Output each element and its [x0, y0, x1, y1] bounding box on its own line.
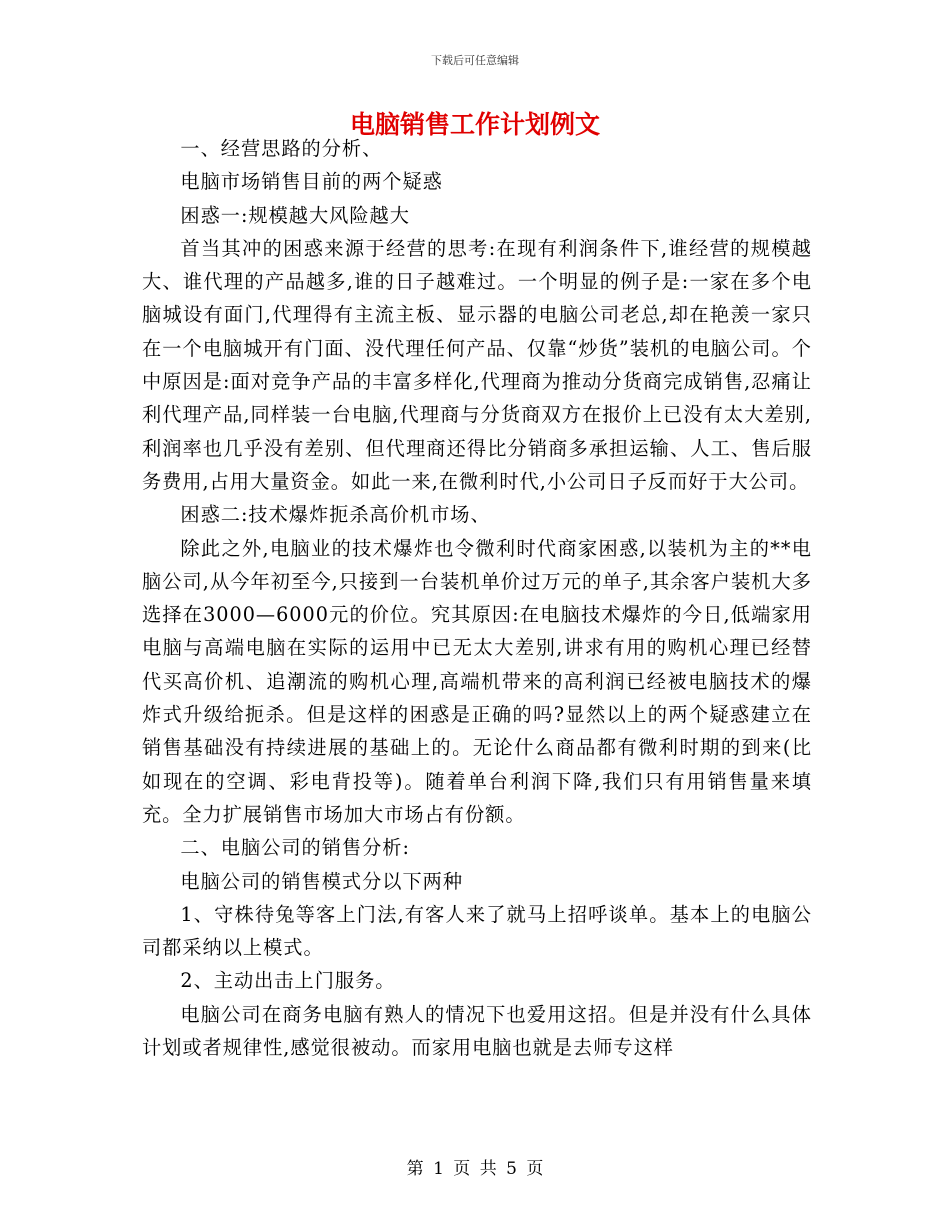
- paragraph-sales-mode-2: 2、主动出击上门服务。: [180, 969, 396, 993]
- paragraph-sales-modes-intro: 电脑公司的销售模式分以下两种: [180, 869, 464, 893]
- paragraph-confusion-1-heading: 困惑一:规模越大风险越大: [180, 203, 410, 227]
- paragraph-confusion-1-body: 首当其冲的困惑来源于经营的思考:在现有利润条件下,谁经营的规模越大、谁代理的产品越多,谁的日子越难过。一个明显的例子是:一家在多个电脑城设有面门,代理得有主流主板、显示器的电脑公司老总,却在艳羡一家只在一个电脑城开有门面、没代理任何产品、仅靠“炒货”装机的电脑公司。个中原因是:面对竞争产品的丰富多样化,代理商为推动分货商完成销售,忍痛让利代理产品,同样装一台电脑,代理商与分货商双方在报价上已没有太大差别,利润率也几乎没有差别、但代理商还得比分销商多承担运输、人工、售后服务费用,占用大量资金。如此一来,在微利时代,小公司日子反而好于大公司。: [142, 236, 812, 493]
- paragraph-sales-mode-1: 1、守株待兔等客上门法,有客人来了就马上招呼谈单。基本上的电脑公司都采纳以上模式。: [142, 902, 812, 960]
- paragraph-section-2-heading: 二、电脑公司的销售分析:: [180, 836, 410, 860]
- document-title: 电脑销售工作计划例文: [349, 110, 600, 139]
- document-body: [142, 132, 812, 1064]
- paragraph-section-1-heading: 一、经营思路的分析、: [180, 137, 383, 160]
- paragraph-confusion-2-heading: 困惑二:技术爆炸扼杀高价机市场、: [180, 503, 491, 527]
- header-note: 下载后可任意编辑: [431, 54, 519, 67]
- paragraph-confusion-2-body: 除此之外,电脑业的技术爆炸也令微利时代商家困惑,以装机为主的**电脑公司,从今年初至今,只接到一台装机单价过万元的单子,其余客户装机大多选择在3000—6000元的价位。究其原因:在电脑技术爆炸的今日,低端家用电脑与高端电脑在实际的运用中已无太大差别,讲求有用的购机心理已经替代买高价机、追潮流的购机心理,高端机带来的高利润已经被电脑技术的爆炸式升级给扼杀。但是这样的困惑是正确的吗?显然以上的两个疑惑建立在销售基础没有持续进展的基础上的。无论什么商品都有微利时期的到来(比如现在的空调、彩电背投等)。随着单台利润下降,我们只有用销售量来填充。全力扩展销售市场加大市场占有份额。: [142, 536, 812, 826]
- paragraph-subheading: 电脑市场销售目前的两个疑惑: [180, 170, 443, 194]
- page-number-footer: 第 1 页 共 5 页: [406, 1159, 544, 1179]
- paragraph-sales-mode-2-body: 电脑公司在商务电脑有熟人的情况下也爱用这招。但是并没有什么具体计划或者规律性,感觉很被动。而家用电脑也就是去师专这样: [142, 1002, 812, 1060]
